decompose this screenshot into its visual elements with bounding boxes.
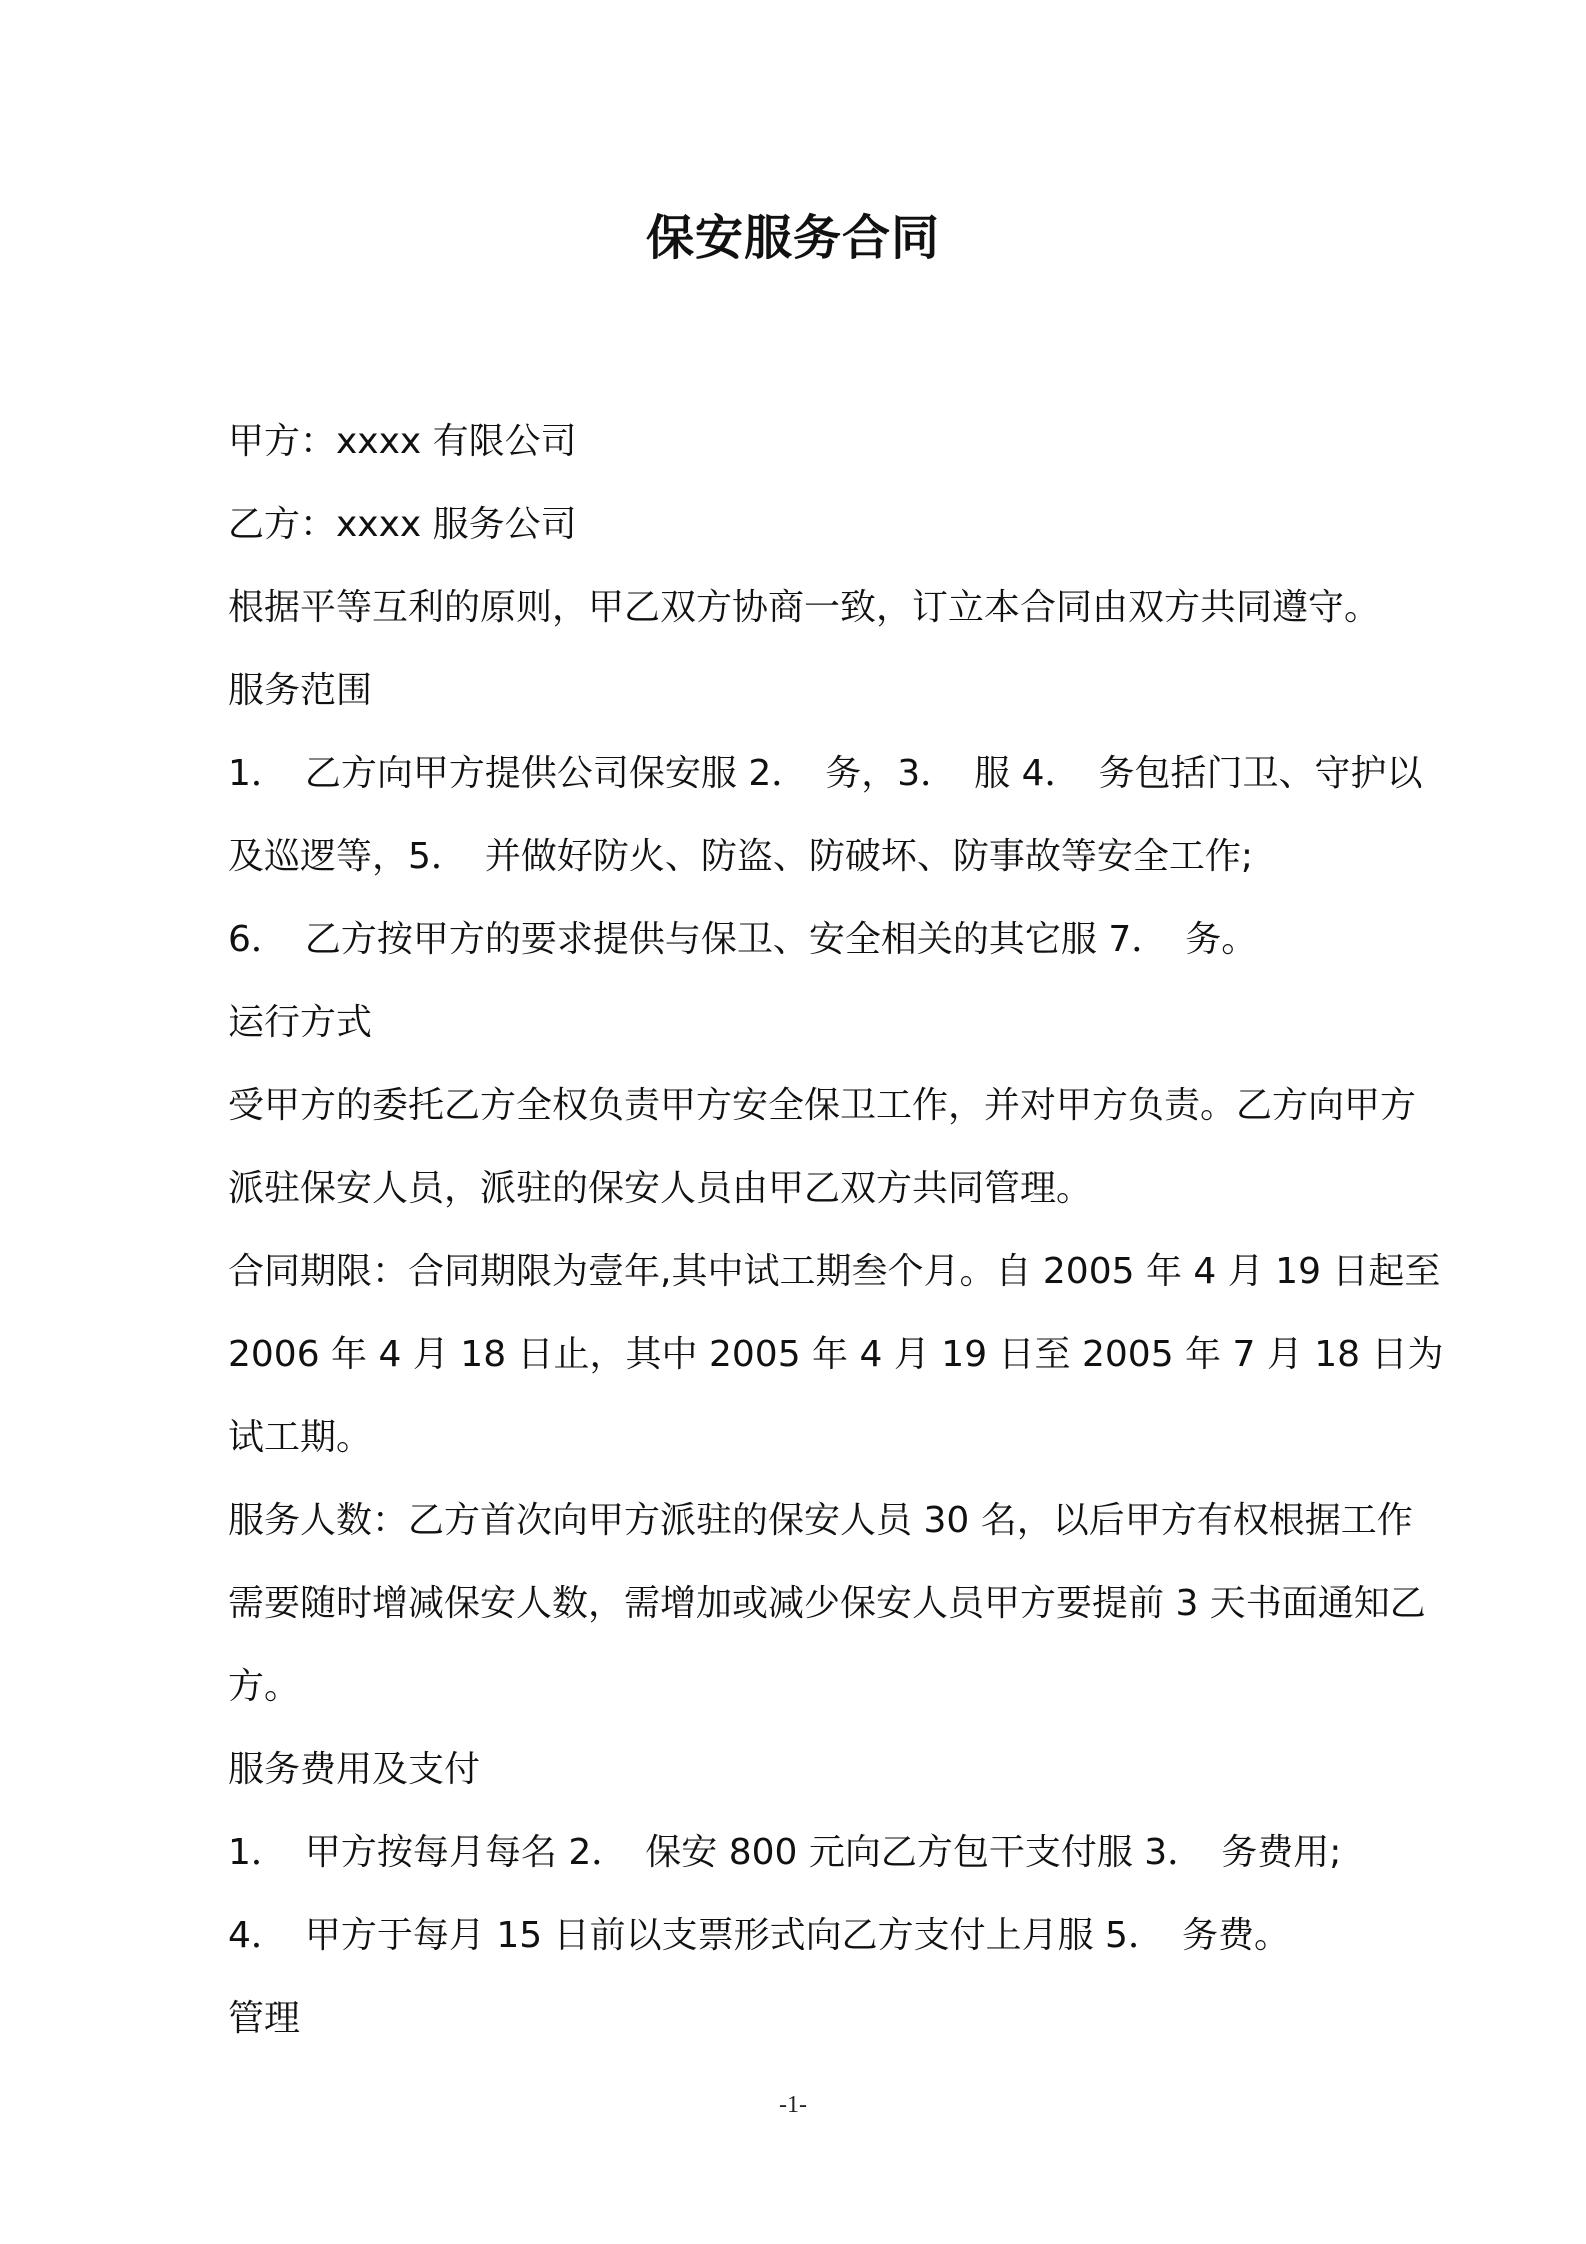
operation-mode-paragraph: 受甲方的委托乙方全权负责甲方安全保卫工作，并对甲方负责。乙方向甲方派驻保安人员，派驻的保安人员由甲乙双方共同管理。: [228, 1085, 1417, 1209]
section-heading-management: 管理: [228, 1998, 301, 2039]
party-b-line: 乙方：xxxx 服务公司: [228, 504, 577, 545]
preamble-paragraph: 根据平等互利的原则，甲乙双方协商一致，订立本合同由双方共同遵守。: [228, 587, 1381, 628]
party-a-line: 甲方：xxxx 有限公司: [228, 421, 577, 462]
page-number: -1-: [779, 2092, 807, 2118]
document-body: [228, 400, 1448, 2060]
service-scope-item-6: 6． 乙方按甲方的要求提供与保卫、安全相关的其它服 7． 务。: [228, 919, 1258, 960]
service-scope-item-1: 1． 乙方向甲方提供公司保安服 2． 务，3． 服 4． 务包括门卫、守护以及巡逻等，5． 并做好防火、防盗、防破坏、防事故等安全工作;: [228, 753, 1423, 877]
contract-term-paragraph: 合同期限：合同期限为壹年,其中试工期叁个月。自 2005 年 4 月 19 日起至 2006 年 4 月 18 日止，其中 2005 年 4 月 19 日至 2005 年 7 月 18 日为试工期。: [228, 1251, 1444, 1458]
section-heading-fees-payment: 服务费用及支付: [228, 1749, 481, 1790]
staffing-paragraph: 服务人数：乙方首次向甲方派驻的保安人员 30 名，以后甲方有权根据工作需要随时增减保安人数，需增加或减少保安人员甲方要提前 3 天书面通知乙方。: [228, 1500, 1426, 1707]
document-title: 保安服务合同: [645, 210, 940, 266]
section-heading-operation-mode: 运行方式: [228, 1002, 373, 1043]
fees-item-1: 1． 甲方按每月每名 2． 保安 800 元向乙方包干支付服 3． 务费用;: [228, 1832, 1342, 1873]
section-heading-service-scope: 服务范围: [228, 670, 373, 711]
fees-item-4: 4． 甲方于每月 15 日前以支票形式向乙方支付上月服 5． 务费。: [228, 1915, 1290, 1956]
